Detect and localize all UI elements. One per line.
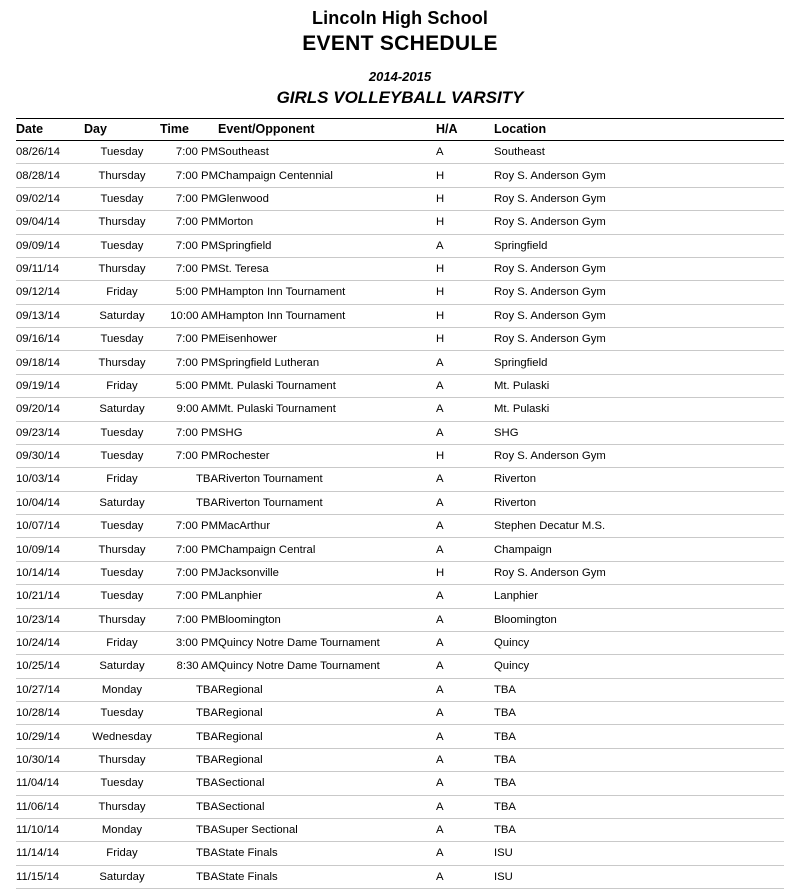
cell-day: Tuesday (84, 585, 160, 608)
cell-date: 10/21/14 (16, 585, 84, 608)
table-row (16, 702, 784, 725)
cell-ha: A (436, 655, 494, 678)
cell-day: Monday (84, 818, 160, 841)
cell-time: TBA (160, 865, 218, 888)
cell-ha: A (436, 725, 494, 748)
cell-day: Saturday (84, 491, 160, 514)
cell-location: Riverton (494, 468, 784, 491)
cell-time: TBA (160, 842, 218, 865)
cell-ha: H (436, 281, 494, 304)
table-row (16, 585, 784, 608)
cell-time: 10:00 AM (160, 304, 218, 327)
cell-date: 10/23/14 (16, 608, 84, 631)
cell-ha: H (436, 328, 494, 351)
cell-time: TBA (160, 772, 218, 795)
table-row (16, 561, 784, 584)
cell-location: Mt. Pulaski (494, 374, 784, 397)
table-row (16, 631, 784, 654)
cell-location: TBA (494, 795, 784, 818)
cell-event: Southeast (218, 141, 436, 164)
cell-event: Regional (218, 725, 436, 748)
cell-time: 7:00 PM (160, 211, 218, 234)
cell-event: Mt. Pulaski Tournament (218, 398, 436, 421)
table-row (16, 398, 784, 421)
cell-time: 7:00 PM (160, 538, 218, 561)
cell-day: Friday (84, 631, 160, 654)
cell-location: TBA (494, 748, 784, 771)
cell-event: Springfield (218, 234, 436, 257)
cell-date: 11/14/14 (16, 842, 84, 865)
cell-ha: H (436, 304, 494, 327)
cell-location: TBA (494, 725, 784, 748)
cell-ha: A (436, 748, 494, 771)
cell-event: State Finals (218, 842, 436, 865)
cell-event: Quincy Notre Dame Tournament (218, 631, 436, 654)
cell-day: Tuesday (84, 421, 160, 444)
table-row (16, 748, 784, 771)
cell-time: TBA (160, 702, 218, 725)
cell-date: 09/30/14 (16, 444, 84, 467)
cell-event: Regional (218, 748, 436, 771)
table-row (16, 795, 784, 818)
cell-day: Saturday (84, 304, 160, 327)
cell-event: Regional (218, 702, 436, 725)
cell-time: 7:00 PM (160, 585, 218, 608)
cell-event: Hampton Inn Tournament (218, 281, 436, 304)
cell-date: 09/11/14 (16, 257, 84, 280)
cell-location: Quincy (494, 631, 784, 654)
cell-event: St. Teresa (218, 257, 436, 280)
cell-location: SHG (494, 421, 784, 444)
cell-location: Roy S. Anderson Gym (494, 211, 784, 234)
cell-location: Roy S. Anderson Gym (494, 257, 784, 280)
cell-location: Roy S. Anderson Gym (494, 328, 784, 351)
cell-day: Friday (84, 281, 160, 304)
cell-ha: A (436, 421, 494, 444)
cell-location: Riverton (494, 491, 784, 514)
cell-location: Bloomington (494, 608, 784, 631)
cell-event: Rochester (218, 444, 436, 467)
cell-time: TBA (160, 678, 218, 701)
cell-day: Wednesday (84, 725, 160, 748)
cell-ha: A (436, 585, 494, 608)
cell-event: Morton (218, 211, 436, 234)
cell-ha: A (436, 608, 494, 631)
column-header-event: Event/Opponent (218, 119, 436, 141)
cell-location: Quincy (494, 655, 784, 678)
table-row (16, 818, 784, 841)
cell-time: TBA (160, 725, 218, 748)
schedule-table (16, 118, 784, 889)
cell-time: 7:00 PM (160, 141, 218, 164)
cell-location: Southeast (494, 141, 784, 164)
cell-event: State Finals (218, 865, 436, 888)
table-row (16, 281, 784, 304)
cell-event: Quincy Notre Dame Tournament (218, 655, 436, 678)
cell-ha: A (436, 538, 494, 561)
cell-time: TBA (160, 468, 218, 491)
cell-event: Springfield Lutheran (218, 351, 436, 374)
cell-date: 09/20/14 (16, 398, 84, 421)
cell-event: Bloomington (218, 608, 436, 631)
cell-date: 11/06/14 (16, 795, 84, 818)
cell-time: 7:00 PM (160, 234, 218, 257)
cell-ha: A (436, 795, 494, 818)
cell-date: 09/02/14 (16, 187, 84, 210)
table-row (16, 842, 784, 865)
cell-event: Riverton Tournament (218, 491, 436, 514)
table-row (16, 468, 784, 491)
cell-date: 09/13/14 (16, 304, 84, 327)
cell-day: Tuesday (84, 234, 160, 257)
cell-location: TBA (494, 702, 784, 725)
cell-location: TBA (494, 818, 784, 841)
cell-date: 10/03/14 (16, 468, 84, 491)
cell-time: TBA (160, 818, 218, 841)
cell-time: TBA (160, 795, 218, 818)
cell-event: Riverton Tournament (218, 468, 436, 491)
table-row (16, 678, 784, 701)
cell-day: Tuesday (84, 444, 160, 467)
cell-date: 08/28/14 (16, 164, 84, 187)
cell-location: Roy S. Anderson Gym (494, 561, 784, 584)
cell-date: 08/26/14 (16, 141, 84, 164)
cell-date: 09/19/14 (16, 374, 84, 397)
cell-ha: H (436, 444, 494, 467)
table-row (16, 164, 784, 187)
cell-day: Tuesday (84, 187, 160, 210)
cell-event: Super Sectional (218, 818, 436, 841)
cell-day: Tuesday (84, 141, 160, 164)
cell-event: Mt. Pulaski Tournament (218, 374, 436, 397)
cell-ha: H (436, 187, 494, 210)
cell-day: Thursday (84, 748, 160, 771)
cell-event: Glenwood (218, 187, 436, 210)
column-header-ha: H/A (436, 119, 494, 141)
cell-ha: A (436, 842, 494, 865)
table-row (16, 772, 784, 795)
cell-day: Monday (84, 678, 160, 701)
cell-day: Saturday (84, 865, 160, 888)
cell-event: Sectional (218, 795, 436, 818)
cell-day: Thursday (84, 257, 160, 280)
cell-time: 7:00 PM (160, 444, 218, 467)
cell-event: Regional (218, 678, 436, 701)
cell-time: 7:00 PM (160, 328, 218, 351)
column-header-location: Location (494, 119, 784, 141)
cell-event: Champaign Centennial (218, 164, 436, 187)
cell-date: 10/14/14 (16, 561, 84, 584)
table-header-row (16, 119, 784, 141)
cell-time: 5:00 PM (160, 281, 218, 304)
cell-event: MacArthur (218, 515, 436, 538)
cell-ha: A (436, 865, 494, 888)
cell-event: Jacksonville (218, 561, 436, 584)
cell-event: Lanphier (218, 585, 436, 608)
cell-location: ISU (494, 865, 784, 888)
cell-ha: A (436, 678, 494, 701)
table-row (16, 421, 784, 444)
cell-event: Eisenhower (218, 328, 436, 351)
cell-ha: A (436, 351, 494, 374)
cell-day: Thursday (84, 608, 160, 631)
cell-day: Friday (84, 374, 160, 397)
cell-time: 7:00 PM (160, 187, 218, 210)
cell-location: Roy S. Anderson Gym (494, 187, 784, 210)
cell-day: Thursday (84, 538, 160, 561)
cell-date: 09/23/14 (16, 421, 84, 444)
cell-event: SHG (218, 421, 436, 444)
cell-day: Tuesday (84, 561, 160, 584)
sport-label: GIRLS VOLLEYBALL VARSITY (276, 88, 524, 107)
cell-ha: H (436, 257, 494, 280)
table-row (16, 515, 784, 538)
table-row (16, 328, 784, 351)
cell-date: 09/16/14 (16, 328, 84, 351)
cell-day: Friday (84, 468, 160, 491)
page-title: EVENT SCHEDULE (302, 32, 498, 55)
cell-ha: A (436, 468, 494, 491)
cell-ha: A (436, 398, 494, 421)
table-row (16, 491, 784, 514)
table-row (16, 374, 784, 397)
cell-date: 09/09/14 (16, 234, 84, 257)
cell-time: 7:00 PM (160, 164, 218, 187)
cell-date: 10/28/14 (16, 702, 84, 725)
cell-ha: H (436, 561, 494, 584)
cell-date: 10/04/14 (16, 491, 84, 514)
cell-ha: A (436, 702, 494, 725)
table-row (16, 351, 784, 374)
table-row (16, 608, 784, 631)
cell-time: 3:00 PM (160, 631, 218, 654)
cell-date: 10/25/14 (16, 655, 84, 678)
cell-ha: A (436, 141, 494, 164)
cell-ha: H (436, 164, 494, 187)
cell-day: Tuesday (84, 702, 160, 725)
table-row (16, 187, 784, 210)
cell-date: 09/12/14 (16, 281, 84, 304)
table-row (16, 655, 784, 678)
cell-day: Tuesday (84, 328, 160, 351)
cell-ha: A (436, 818, 494, 841)
cell-ha: A (436, 374, 494, 397)
table-row (16, 234, 784, 257)
cell-date: 11/15/14 (16, 865, 84, 888)
cell-ha: A (436, 491, 494, 514)
cell-date: 10/24/14 (16, 631, 84, 654)
table-row (16, 538, 784, 561)
cell-event: Hampton Inn Tournament (218, 304, 436, 327)
cell-location: Champaign (494, 538, 784, 561)
table-row (16, 257, 784, 280)
cell-time: 8:30 AM (160, 655, 218, 678)
cell-day: Saturday (84, 655, 160, 678)
cell-ha: H (436, 211, 494, 234)
cell-date: 10/27/14 (16, 678, 84, 701)
column-header-day: Day (84, 119, 160, 141)
cell-day: Friday (84, 842, 160, 865)
cell-location: TBA (494, 678, 784, 701)
cell-date: 09/18/14 (16, 351, 84, 374)
season-label: 2014-2015 (368, 69, 432, 84)
table-row (16, 865, 784, 888)
table-row (16, 141, 784, 164)
cell-ha: A (436, 515, 494, 538)
cell-time: 7:00 PM (160, 561, 218, 584)
cell-day: Thursday (84, 164, 160, 187)
cell-day: Saturday (84, 398, 160, 421)
cell-location: Stephen Decatur M.S. (494, 515, 784, 538)
school-name: Lincoln High School (312, 8, 488, 28)
cell-time: 7:00 PM (160, 421, 218, 444)
cell-event: Champaign Central (218, 538, 436, 561)
cell-time: 7:00 PM (160, 257, 218, 280)
cell-location: Mt. Pulaski (494, 398, 784, 421)
cell-date: 11/10/14 (16, 818, 84, 841)
table-body (16, 141, 784, 889)
cell-day: Thursday (84, 211, 160, 234)
cell-day: Tuesday (84, 515, 160, 538)
cell-event: Sectional (218, 772, 436, 795)
cell-location: TBA (494, 772, 784, 795)
cell-location: Roy S. Anderson Gym (494, 444, 784, 467)
cell-ha: A (436, 234, 494, 257)
table-row (16, 444, 784, 467)
cell-location: Springfield (494, 351, 784, 374)
cell-location: Roy S. Anderson Gym (494, 281, 784, 304)
cell-location: Springfield (494, 234, 784, 257)
cell-ha: A (436, 631, 494, 654)
column-header-time: Time (160, 119, 218, 141)
table-row (16, 304, 784, 327)
cell-time: TBA (160, 491, 218, 514)
cell-time: 5:00 PM (160, 374, 218, 397)
cell-time: 7:00 PM (160, 608, 218, 631)
cell-date: 10/29/14 (16, 725, 84, 748)
cell-ha: A (436, 772, 494, 795)
cell-time: 7:00 PM (160, 351, 218, 374)
cell-location: Lanphier (494, 585, 784, 608)
cell-location: Roy S. Anderson Gym (494, 304, 784, 327)
cell-date: 10/07/14 (16, 515, 84, 538)
cell-time: 7:00 PM (160, 515, 218, 538)
document-header (16, 6, 784, 109)
cell-location: Roy S. Anderson Gym (494, 164, 784, 187)
table-row (16, 725, 784, 748)
cell-time: TBA (160, 748, 218, 771)
cell-date: 09/04/14 (16, 211, 84, 234)
cell-day: Thursday (84, 351, 160, 374)
cell-date: 10/30/14 (16, 748, 84, 771)
cell-date: 10/09/14 (16, 538, 84, 561)
table-row (16, 211, 784, 234)
cell-day: Tuesday (84, 772, 160, 795)
cell-date: 11/04/14 (16, 772, 84, 795)
cell-time: 9:00 AM (160, 398, 218, 421)
cell-location: ISU (494, 842, 784, 865)
column-header-date: Date (16, 119, 84, 141)
cell-day: Thursday (84, 795, 160, 818)
